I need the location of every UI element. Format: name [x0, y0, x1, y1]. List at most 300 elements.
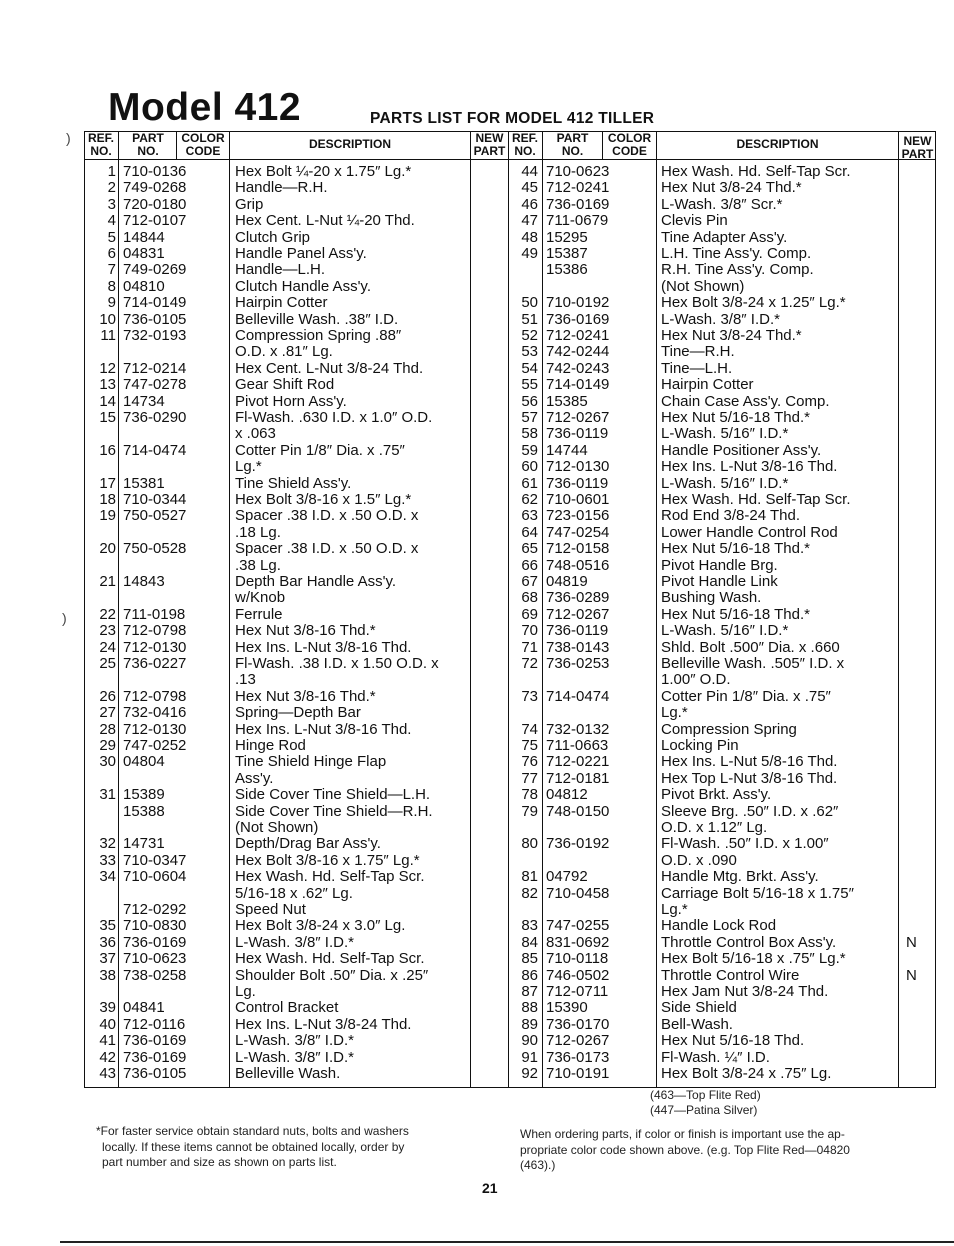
part-description: L.H. Tine Ass'y. Comp.: [661, 245, 812, 262]
part-description: Sleeve Brg. .50″ I.D. x .62″: [661, 802, 839, 820]
part-description: Handle Positioner Ass'y.: [661, 441, 822, 459]
part-number: 748-0516: [546, 556, 610, 574]
ref-number: 24: [99, 638, 116, 656]
ref-number: 30: [99, 753, 116, 771]
part-number: 15388: [123, 802, 165, 820]
part-description: Carriage Bolt 5/16-18 x 1.75″: [661, 884, 854, 902]
part-number: 710-0347: [123, 851, 187, 869]
part-description: Hex Bolt 3/8-16 x 1.5″ Lg.*: [235, 491, 412, 508]
part-number: 712-0130: [123, 638, 187, 656]
part-description: Hex Bolt 3/8-24 x 1.25″ Lg.*: [661, 294, 846, 312]
ref-number: 33: [99, 851, 116, 869]
part-description: Tine Shield Ass'y.: [235, 474, 352, 492]
part-description: Pivot Horn Ass'y.: [235, 392, 347, 410]
ref-number: 39: [99, 999, 116, 1017]
part-description: Belleville Wash.: [235, 1065, 341, 1082]
part-description: Hex Wash. Hd. Self-Tap Scr.: [661, 491, 851, 508]
part-description: Hex Nut 5/16-18 Thd.*: [661, 605, 810, 623]
part-description: Hex Nut 3/8-16 Thd.*: [235, 622, 376, 640]
part-description: Hex Wash. Hd. Self-Tap Scr.: [235, 950, 425, 968]
part-description: Hex Cent. L-Nut ¼-20 Thd.: [235, 212, 415, 230]
part-description: Clutch Grip: [235, 228, 311, 246]
part-number: 723-0156: [546, 507, 610, 525]
ref-number: 12: [99, 359, 116, 377]
part-number: 710-0344: [123, 491, 187, 508]
part-description: Compression Spring: [661, 720, 797, 738]
part-number: 04812: [546, 786, 588, 804]
part-description: x .063: [235, 425, 276, 443]
ref-number: 74: [521, 720, 538, 738]
part-number: 750-0527: [123, 507, 187, 525]
part-number: 732-0416: [123, 704, 187, 722]
part-number: 712-0241: [546, 179, 610, 197]
part-number: 14734: [123, 392, 165, 410]
part-number: 710-0623: [123, 950, 187, 968]
part-number: 736-0119: [546, 474, 609, 492]
part-number: 742-0243: [546, 359, 610, 377]
header-new-part: NEW PART: [901, 134, 934, 161]
part-description: Hex Nut 3/8-16 Thd.*: [235, 687, 376, 705]
part-number: 750-0528: [123, 540, 187, 558]
part-number: 736-0170: [546, 1015, 610, 1033]
header-ref: REF. NO.: [511, 131, 538, 158]
ref-number: 9: [107, 294, 116, 312]
footnote-left: locally. If these items cannot be obtained locally, order by: [102, 1140, 405, 1154]
part-description: Hex Ins. L-Nut 5/8-16 Thd.: [661, 753, 838, 771]
ref-number: 72: [521, 655, 538, 672]
part-number: 712-0221: [546, 753, 610, 771]
col-divider: [656, 131, 657, 1088]
part-description: Rod End 3/8-24 Thd.: [661, 507, 800, 525]
part-description: Cotter Pin 1/8″ Dia. x .75″: [661, 687, 831, 705]
part-number: 15387: [546, 245, 588, 262]
ref-number: 86: [521, 966, 538, 984]
part-description: L-Wash. 3/8″ I.D.*: [235, 933, 354, 951]
ref-number: 54: [521, 359, 538, 377]
ref-number: 80: [521, 835, 538, 853]
part-number: 15385: [546, 392, 588, 410]
part-description: Hex Nut 3/8-24 Thd.*: [661, 179, 802, 197]
ref-number: 79: [521, 802, 538, 820]
part-description: Side Cover Tine Shield—R.H.: [235, 802, 433, 820]
ref-number: 82: [521, 884, 538, 902]
ref-number: 49: [521, 245, 538, 262]
part-description: Hex Wash. Hd. Self-Tap Scr.: [235, 868, 425, 886]
ref-number: 41: [99, 1032, 116, 1050]
part-description: Fl-Wash. ¼″ I.D.: [661, 1048, 770, 1066]
part-number: 714-0474: [546, 687, 610, 705]
ref-number: 62: [521, 491, 538, 508]
ref-number: 87: [521, 983, 538, 1000]
ref-number: 65: [521, 540, 538, 558]
part-number: 747-0254: [546, 523, 610, 541]
ref-number: 28: [99, 720, 116, 738]
ref-number: 50: [521, 294, 538, 312]
ref-number: 83: [521, 917, 538, 935]
part-description: Shoulder Bolt .50″ Dia. x .25″: [235, 966, 429, 984]
ref-number: 36: [99, 933, 116, 951]
part-description: O.D. x .81″ Lg.: [235, 343, 333, 361]
part-number: 742-0244: [546, 343, 610, 361]
footnote-right: When ordering parts, if color or finish is important use the ap-: [520, 1127, 845, 1141]
col-divider: [542, 131, 543, 1088]
ref-number: 76: [521, 753, 538, 771]
ref-number: 88: [521, 999, 538, 1017]
part-description: Side Shield: [661, 999, 737, 1017]
part-number: 738-0258: [123, 966, 187, 984]
ref-number: 40: [99, 1015, 116, 1033]
part-description: Hex Ins. L-Nut 3/8-16 Thd.: [235, 638, 412, 656]
part-number: 712-0214: [123, 359, 187, 377]
part-number: 749-0269: [123, 261, 187, 279]
part-number: 710-0118: [546, 950, 609, 968]
part-description: L-Wash. 3/8″ I.D.*: [235, 1048, 354, 1066]
page-title: Model 412: [108, 86, 302, 129]
ref-number: 66: [521, 556, 538, 574]
color-note: (447—Patina Silver): [650, 1103, 758, 1117]
part-number: 710-0623: [546, 163, 610, 180]
part-number: 15389: [123, 786, 165, 804]
ref-number: 27: [99, 704, 116, 722]
part-description: .38 Lg.: [235, 556, 281, 574]
part-description: Tine Shield Hinge Flap: [235, 753, 387, 771]
part-number: 711-0663: [546, 737, 609, 754]
part-description: Throttle Control Wire: [661, 966, 800, 984]
ref-number: 7: [107, 261, 116, 279]
ref-number: 19: [99, 507, 116, 525]
part-description: Hex Ins. L-Nut 3/8-24 Thd.: [235, 1015, 412, 1033]
ref-number: 75: [521, 737, 538, 754]
ref-number: 38: [99, 966, 116, 984]
part-description: Pivot Handle Link: [661, 573, 778, 590]
page-subtitle: PARTS LIST FOR MODEL 412 TILLER: [370, 110, 655, 127]
ref-number: 63: [521, 507, 538, 525]
part-number: 712-0798: [123, 622, 187, 640]
part-number: 14731: [123, 835, 165, 853]
ref-number: 37: [99, 950, 116, 968]
ref-number: 44: [521, 163, 538, 180]
header-part: PART NO.: [132, 131, 164, 158]
ref-number: 52: [521, 327, 538, 344]
part-number: 736-0105: [123, 310, 187, 328]
part-description: Depth Bar Handle Ass'y.: [235, 573, 397, 590]
part-description: Tine—L.H.: [661, 359, 733, 377]
part-description: Handle Lock Rod: [661, 917, 777, 935]
ref-number: 61: [521, 474, 538, 492]
ref-number: 55: [521, 376, 538, 394]
part-description: L-Wash. 3/8″ Scr.*: [661, 195, 783, 213]
new-part-flag: N: [906, 933, 917, 951]
part-description: Hinge Rod: [235, 737, 306, 754]
part-description: Throttle Control Box Ass'y.: [661, 933, 837, 951]
part-number: 712-0798: [123, 687, 187, 705]
part-number: 831-0692: [546, 933, 610, 951]
ref-number: 60: [521, 458, 538, 476]
ref-number: 59: [521, 441, 538, 459]
part-number: 736-0289: [546, 589, 610, 607]
part-number: 712-0267: [546, 1032, 610, 1050]
ref-number: 81: [521, 868, 538, 886]
part-number: 04819: [546, 573, 588, 590]
ref-number: 16: [99, 441, 116, 459]
part-description: Hairpin Cotter: [661, 376, 754, 394]
part-number: 15381: [123, 474, 165, 492]
ref-number: 32: [99, 835, 116, 853]
part-description: O.D. x 1.12″ Lg.: [661, 819, 768, 836]
part-description: Bell-Wash.: [661, 1015, 733, 1033]
ref-number: 34: [99, 868, 116, 886]
ref-number: 69: [521, 605, 538, 623]
part-number: 712-0107: [123, 212, 187, 230]
ref-number: 45: [521, 179, 538, 197]
part-number: 04831: [123, 245, 165, 262]
ref-number: 35: [99, 917, 116, 935]
part-description: L-Wash. 5/16″ I.D.*: [661, 474, 789, 492]
margin-mark: ): [66, 130, 71, 146]
part-description: (Not Shown): [661, 277, 745, 295]
part-description: Hex Nut 5/16-18 Thd.*: [661, 540, 810, 558]
ref-number: 17: [99, 474, 116, 492]
part-description: 1.00″ O.D.: [661, 671, 731, 689]
new-part-flag: N: [906, 966, 917, 984]
part-description: Belleville Wash. .505″ I.D. x: [661, 655, 845, 672]
part-number: 736-0119: [546, 622, 609, 640]
part-description: Speed Nut: [235, 901, 306, 918]
header-new-part: NEW PART: [473, 131, 506, 158]
part-number: 14744: [546, 441, 588, 459]
ref-number: 77: [521, 769, 538, 787]
part-description: Hex Bolt 5/16-18 x .75″ Lg.*: [661, 950, 846, 968]
page-number: 21: [482, 1180, 498, 1196]
part-description: Hex Bolt 3/8-24 x 3.0″ Lg.: [235, 917, 406, 935]
part-number: 736-0169: [546, 195, 610, 213]
part-number: 711-0198: [123, 605, 186, 623]
footnote-left: *For faster service obtain standard nuts, bolts and washers: [96, 1124, 409, 1138]
ref-number: 89: [521, 1015, 538, 1033]
part-number: 712-0158: [546, 540, 610, 558]
part-description: Lg.*: [661, 901, 688, 918]
ref-number: 20: [99, 540, 116, 558]
part-number: 15386: [546, 261, 588, 279]
part-description: Belleville Wash. .38″ I.D.: [235, 310, 399, 328]
part-number: 736-0105: [123, 1065, 187, 1082]
part-description: Shld. Bolt .500″ Dia. x .660: [661, 638, 840, 656]
part-description: (Not Shown): [235, 819, 319, 836]
ref-number: 92: [521, 1065, 538, 1082]
part-description: Gear Shift Rod: [235, 376, 335, 394]
ref-number: 91: [521, 1048, 538, 1066]
ref-number: 26: [99, 687, 116, 705]
part-number: 712-0267: [546, 409, 610, 426]
part-number: 732-0132: [546, 720, 610, 738]
part-number: 710-0192: [546, 294, 610, 312]
part-number: 714-0149: [546, 376, 610, 394]
part-number: 15295: [546, 228, 588, 246]
part-number: 710-0604: [123, 868, 187, 886]
header-description: DESCRIPTION: [736, 137, 819, 151]
part-number: 04810: [123, 277, 165, 295]
ref-number: 57: [521, 409, 538, 426]
ref-number: 90: [521, 1032, 538, 1050]
ref-number: 18: [99, 491, 116, 508]
ref-number: 78: [521, 786, 538, 804]
ref-number: 56: [521, 392, 538, 410]
part-description: Locking Pin: [661, 737, 739, 754]
part-description: Fl-Wash. .630 I.D. x 1.0″ O.D.: [235, 409, 433, 426]
part-number: 710-0136: [123, 163, 187, 180]
part-description: Grip: [235, 195, 264, 213]
part-description: Bushing Wash.: [661, 589, 762, 607]
part-number: 736-0169: [123, 1032, 187, 1050]
part-number: 736-0253: [546, 655, 610, 672]
part-number: 736-0227: [123, 655, 187, 672]
ref-number: 84: [521, 933, 538, 951]
part-description: 5/16-18 x .62″ Lg.: [235, 884, 353, 902]
part-description: Ferrule: [235, 605, 283, 623]
part-description: Hex Bolt ¼-20 x 1.75″ Lg.*: [235, 163, 412, 180]
part-number: 711-0679: [546, 212, 609, 230]
header-color: COLOR CODE: [181, 131, 225, 158]
part-number: 714-0149: [123, 294, 187, 312]
part-number: 736-0119: [546, 425, 609, 443]
part-description: Spacer .38 I.D. x .50 O.D. x: [235, 507, 419, 525]
part-number: 712-0116: [123, 1015, 186, 1033]
part-description: Lg.*: [661, 704, 688, 722]
ref-number: 42: [99, 1048, 116, 1066]
ref-number: 48: [521, 228, 538, 246]
ref-number: 10: [99, 310, 116, 328]
part-number: 749-0268: [123, 179, 187, 197]
part-number: 732-0193: [123, 327, 187, 344]
ref-number: 29: [99, 737, 116, 754]
part-description: Hex Ins. L-Nut 3/8-16 Thd.: [235, 720, 412, 738]
part-description: w/Knob: [235, 589, 286, 607]
part-number: 14843: [123, 573, 165, 590]
part-number: 712-0181: [546, 769, 610, 787]
part-description: Lower Handle Control Rod: [661, 523, 838, 541]
part-description: L-Wash. 5/16″ I.D.*: [661, 425, 789, 443]
ref-number: 46: [521, 195, 538, 213]
col-divider: [470, 131, 471, 1088]
header-ref: REF. NO.: [87, 131, 114, 158]
part-description: Fl-Wash. .50″ I.D. x 1.00″: [661, 835, 829, 853]
ref-number: 73: [521, 687, 538, 705]
part-description: Hex Top L-Nut 3/8-16 Thd.: [661, 769, 838, 787]
ref-number: 15: [99, 409, 116, 426]
ref-number: 68: [521, 589, 538, 607]
part-description: Fl-Wash. .38 I.D. x 1.50 O.D. x: [235, 655, 439, 672]
ref-number: 47: [521, 212, 538, 230]
ref-number: 13: [99, 376, 116, 394]
part-description: L-Wash. 3/8″ I.D.*: [661, 310, 780, 328]
part-number: 747-0255: [546, 917, 610, 935]
part-number: 712-0241: [546, 327, 610, 344]
part-number: 736-0192: [546, 835, 610, 853]
part-description: Clutch Handle Ass'y.: [235, 277, 371, 295]
part-description: Control Bracket: [235, 999, 339, 1017]
part-description: Lg.: [235, 983, 256, 1000]
ref-number: 4: [107, 212, 116, 230]
part-number: 736-0173: [546, 1048, 610, 1066]
footnote-right: (463).): [520, 1158, 556, 1172]
part-description: Handle Mtg. Brkt. Ass'y.: [661, 868, 819, 886]
footnote-left: part number and size as shown on parts list.: [102, 1155, 337, 1169]
part-description: Pivot Brkt. Ass'y.: [661, 786, 772, 804]
part-description: .13: [235, 671, 256, 689]
part-description: Spacer .38 I.D. x .50 O.D. x: [235, 540, 419, 558]
part-number: 14844: [123, 228, 165, 246]
part-number: 710-0458: [546, 884, 610, 902]
bottom-rule: [60, 1241, 954, 1243]
parts-table: [84, 131, 936, 1089]
col-divider: [898, 131, 899, 1088]
ref-number: 6: [107, 245, 116, 262]
part-description: Tine—R.H.: [661, 343, 735, 361]
col-divider: [118, 131, 119, 1088]
part-description: Hex Bolt 3/8-24 x .75″ Lg.: [661, 1065, 832, 1082]
part-description: Hex Cent. L-Nut 3/8-24 Thd.: [235, 359, 424, 377]
part-description: Spring—Depth Bar: [235, 704, 361, 722]
margin-mark: ): [62, 610, 67, 626]
part-number: 736-0169: [123, 1048, 187, 1066]
part-description: Chain Case Ass'y. Comp.: [661, 392, 830, 410]
header-description: DESCRIPTION: [308, 137, 391, 151]
ref-number: 71: [521, 638, 538, 656]
ref-number: 8: [107, 277, 116, 295]
ref-number: 3: [107, 195, 116, 213]
ref-number: 14: [99, 392, 116, 410]
ref-number: 51: [521, 310, 538, 328]
ref-number: 31: [99, 786, 116, 804]
part-number: 710-0830: [123, 917, 187, 935]
part-number: 712-0130: [546, 458, 610, 476]
ref-number: 2: [107, 179, 116, 197]
part-description: Hex Bolt 3/8-16 x 1.75″ Lg.*: [235, 851, 420, 869]
part-number: 748-0150: [546, 802, 610, 820]
ref-number: 70: [521, 622, 538, 640]
part-number: 710-0191: [546, 1065, 610, 1082]
part-description: Ass'y.: [235, 769, 274, 787]
footnote-right: propriate color code shown above. (e.g. Top Flite Red—04820: [520, 1143, 850, 1157]
part-description: R.H. Tine Ass'y. Comp.: [661, 261, 814, 279]
ref-number: 43: [99, 1065, 116, 1082]
header-part: PART NO.: [556, 131, 589, 158]
part-description: Handle Panel Ass'y.: [235, 245, 367, 262]
part-description: Hex Nut 5/16-18 Thd.: [661, 1032, 805, 1050]
ref-number: 21: [99, 573, 116, 590]
ref-number: 11: [100, 327, 116, 344]
part-number: 736-0169: [546, 310, 610, 328]
part-number: 04841: [123, 999, 165, 1017]
ref-number: 67: [521, 573, 538, 590]
part-description: Tine Adapter Ass'y.: [661, 228, 788, 246]
part-number: 710-0601: [546, 491, 610, 508]
part-description: Side Cover Tine Shield—L.H.: [235, 786, 431, 804]
ref-number: 22: [99, 605, 116, 623]
col-divider: [229, 131, 230, 1088]
ref-number: 25: [99, 655, 116, 672]
part-description: Hex Nut 5/16-18 Thd.*: [661, 409, 810, 426]
ref-number: 1: [107, 163, 116, 180]
part-number: 712-0267: [546, 605, 610, 623]
ref-number: 5: [107, 228, 116, 246]
part-number: 738-0143: [546, 638, 610, 656]
part-description: Hex Nut 3/8-24 Thd.*: [661, 327, 802, 344]
ref-number: 53: [521, 343, 538, 361]
part-description: Pivot Handle Brg.: [661, 556, 778, 574]
part-description: Hex Ins. L-Nut 3/8-16 Thd.: [661, 458, 838, 476]
part-description: O.D. x .090: [661, 851, 737, 869]
